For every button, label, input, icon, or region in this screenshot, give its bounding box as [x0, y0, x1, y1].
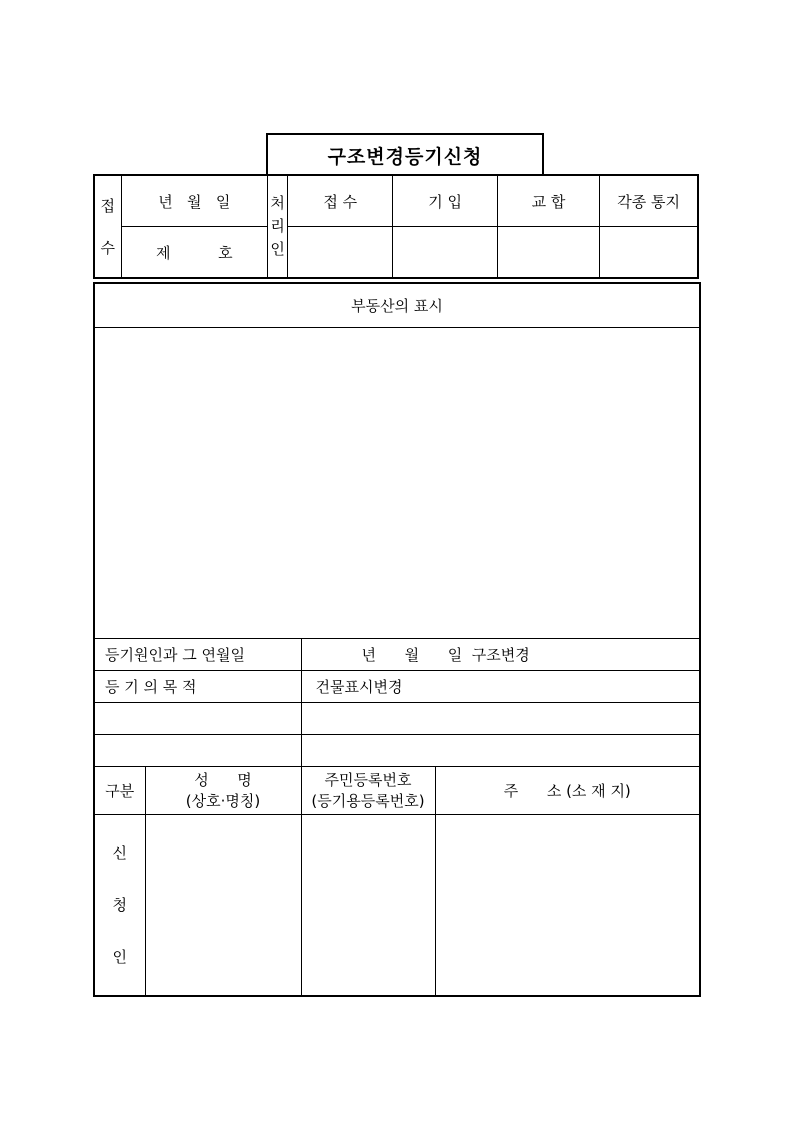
- applicant-role-2: 청: [112, 895, 127, 914]
- col-name-line1: 성 명: [194, 771, 252, 789]
- col-notice: 각종 통지: [600, 175, 698, 227]
- notice-signature-cell[interactable]: [600, 227, 698, 279]
- processor-label-3: 인: [270, 240, 285, 258]
- processor-label: [268, 175, 288, 278]
- blank-label-1[interactable]: [94, 702, 301, 734]
- col-id-line1: 주민등록번호: [324, 771, 412, 789]
- applicant-address-cell[interactable]: [435, 814, 700, 996]
- entry-signature-cell[interactable]: [393, 227, 497, 279]
- applicant-role-3: 인: [112, 947, 127, 966]
- col-name-line2: (상호·명칭): [185, 792, 261, 810]
- receipt-label-bottom: 수: [100, 238, 116, 257]
- blank-label-2[interactable]: [94, 734, 301, 766]
- applicant-role: [94, 814, 145, 996]
- processor-label-2: 리: [270, 217, 285, 235]
- cause-value[interactable]: 년 월 일 구조변경: [301, 638, 700, 670]
- main-table: [93, 282, 701, 997]
- purpose-value[interactable]: 건물표시변경: [301, 670, 700, 702]
- col-entry: 기 입: [393, 175, 497, 227]
- receipt-date[interactable]: 년 월 일: [121, 175, 267, 227]
- col-verify: 교 합: [497, 175, 599, 227]
- col-id-line2: (등기용등록번호): [311, 792, 425, 810]
- receipt-label: [94, 175, 121, 278]
- col-id: [301, 766, 435, 814]
- receipt-number[interactable]: 제 호: [121, 227, 267, 279]
- blank-value-1[interactable]: [301, 702, 700, 734]
- form-title: 구조변경등기신청: [266, 133, 544, 175]
- col-address: 주 소 (소 재 지): [435, 766, 700, 814]
- receipt-signature-cell[interactable]: [288, 227, 393, 279]
- applicant-id-cell[interactable]: [301, 814, 435, 996]
- col-division: 구분: [94, 766, 145, 814]
- purpose-label: 등 기 의 목 적: [94, 670, 301, 702]
- cause-label: 등기원인과 그 연월일: [94, 638, 301, 670]
- col-receipt: 접 수: [288, 175, 393, 227]
- processor-label-1: 처: [270, 194, 285, 212]
- applicant-role-1: 신: [112, 843, 127, 862]
- receipt-label-top: 접: [100, 196, 116, 215]
- blank-value-2[interactable]: [301, 734, 700, 766]
- verify-signature-cell[interactable]: [497, 227, 599, 279]
- receipt-table: [93, 174, 699, 279]
- col-name: [145, 766, 301, 814]
- applicant-name-cell[interactable]: [145, 814, 301, 996]
- property-header: 부동산의 표시: [94, 283, 700, 327]
- property-content[interactable]: [94, 327, 700, 638]
